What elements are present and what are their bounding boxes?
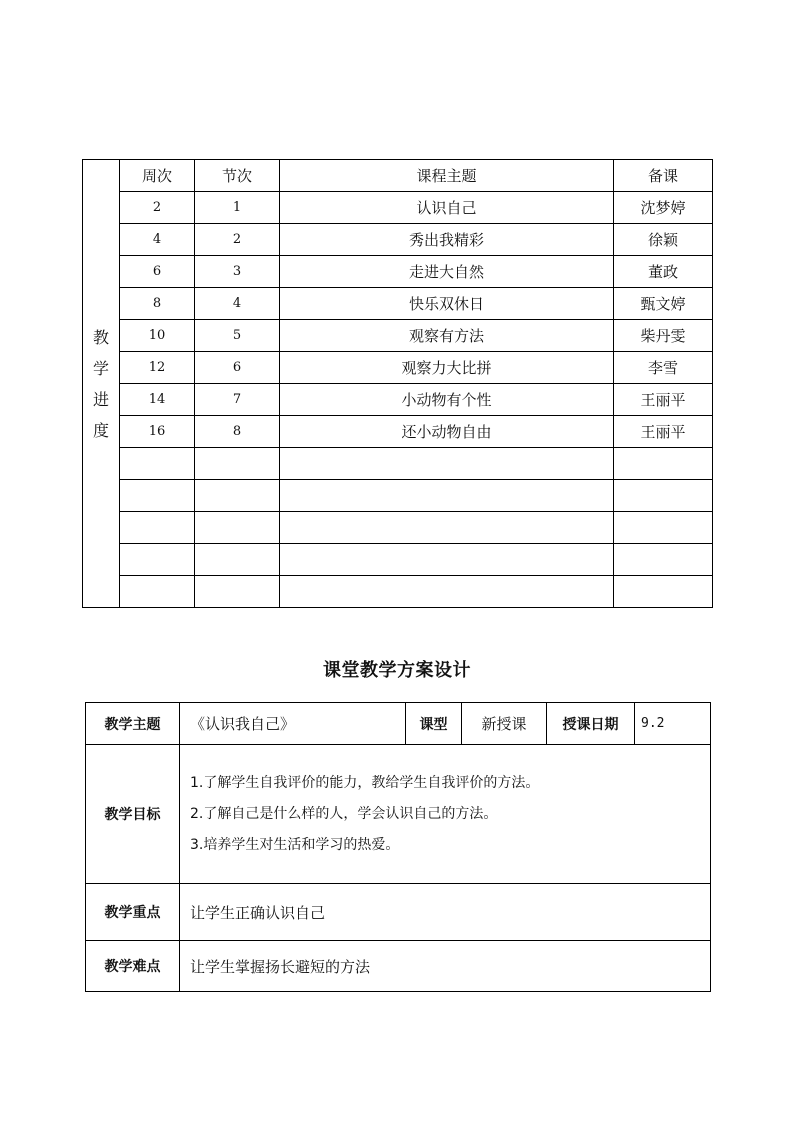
design-title: 课堂教学方案设计 <box>323 660 471 681</box>
schedule-cell-week: 6 <box>120 256 195 288</box>
schedule-cell-topic: 认识自己 <box>280 192 614 224</box>
schedule-cell-prep <box>614 448 713 480</box>
focus-value: 让学生正确认识自己 <box>180 884 711 941</box>
schedule-cell-week <box>120 480 195 512</box>
schedule-cell-prep <box>614 576 713 608</box>
schedule-cell-week: 14 <box>120 384 195 416</box>
design-difficulty-row <box>86 941 711 992</box>
schedule-cell-topic <box>280 512 614 544</box>
schedule-cell-session: 5 <box>195 320 280 352</box>
schedule-row <box>83 384 713 416</box>
schedule-cell-prep: 王丽平 <box>614 416 713 448</box>
schedule-cell-topic: 秀出我精彩 <box>280 224 614 256</box>
goals-label: 教学目标 <box>86 745 180 884</box>
goal-item: 3.培养学生对生活和学习的热爱。 <box>190 836 400 853</box>
schedule-cell-topic <box>280 480 614 512</box>
schedule-row <box>83 416 713 448</box>
schedule-cell-prep: 王丽平 <box>614 384 713 416</box>
schedule-side-label <box>83 160 120 608</box>
schedule-cell-week <box>120 576 195 608</box>
goal-item: 1.了解学生自我评价的能力，教给学生自我评价的方法。 <box>190 774 540 791</box>
schedule-cell-session <box>195 576 280 608</box>
focus-label: 教学重点 <box>86 884 180 941</box>
goals-content <box>180 745 711 884</box>
schedule-cell-week: 4 <box>120 224 195 256</box>
schedule-row <box>83 320 713 352</box>
schedule-cell-session: 7 <box>195 384 280 416</box>
schedule-cell-topic: 观察有方法 <box>280 320 614 352</box>
schedule-cell-week: 10 <box>120 320 195 352</box>
date-value: 9.2 <box>635 703 711 745</box>
schedule-cell-prep: 柴丹雯 <box>614 320 713 352</box>
side-label-char: 度 <box>92 420 109 440</box>
difficulty-label: 教学难点 <box>86 941 180 992</box>
schedule-row <box>83 192 713 224</box>
schedule-row <box>83 224 713 256</box>
schedule-cell-week: 12 <box>120 352 195 384</box>
header-topic: 课程主题 <box>280 160 614 192</box>
schedule-cell-topic: 走进大自然 <box>280 256 614 288</box>
schedule-empty-row <box>83 512 713 544</box>
schedule-cell-prep <box>614 512 713 544</box>
design-goals-row <box>86 745 711 884</box>
type-label: 课型 <box>406 703 462 745</box>
teaching-schedule-table <box>82 159 713 608</box>
side-label-char: 进 <box>92 389 109 409</box>
schedule-cell-session: 2 <box>195 224 280 256</box>
header-prep: 备课 <box>614 160 713 192</box>
schedule-cell-week: 16 <box>120 416 195 448</box>
schedule-empty-row <box>83 480 713 512</box>
difficulty-value: 让学生掌握扬长避短的方法 <box>180 941 711 992</box>
schedule-cell-session: 3 <box>195 256 280 288</box>
header-week: 周次 <box>120 160 195 192</box>
schedule-empty-row <box>83 576 713 608</box>
schedule-cell-topic <box>280 448 614 480</box>
schedule-empty-row <box>83 448 713 480</box>
date-label: 授课日期 <box>547 703 635 745</box>
schedule-cell-topic: 小动物有个性 <box>280 384 614 416</box>
schedule-cell-prep: 徐颖 <box>614 224 713 256</box>
goal-item: 2.了解自己是什么样的人，学会认识自己的方法。 <box>190 805 498 822</box>
schedule-cell-session: 4 <box>195 288 280 320</box>
type-value: 新授课 <box>462 703 547 745</box>
schedule-cell-topic <box>280 576 614 608</box>
schedule-cell-week: 2 <box>120 192 195 224</box>
design-topic-row <box>86 703 711 745</box>
topic-value: 《认识我自己》 <box>180 703 406 745</box>
schedule-cell-prep: 沈梦婷 <box>614 192 713 224</box>
schedule-cell-prep: 甄文婷 <box>614 288 713 320</box>
schedule-cell-session: 1 <box>195 192 280 224</box>
schedule-cell-week <box>120 512 195 544</box>
schedule-cell-week <box>120 544 195 576</box>
schedule-cell-topic: 观察力大比拼 <box>280 352 614 384</box>
schedule-cell-week <box>120 448 195 480</box>
schedule-empty-row <box>83 544 713 576</box>
schedule-cell-session: 6 <box>195 352 280 384</box>
schedule-cell-session <box>195 544 280 576</box>
schedule-cell-prep: 董政 <box>614 256 713 288</box>
topic-label: 教学主题 <box>86 703 180 745</box>
side-label-char: 教 <box>92 327 109 347</box>
lesson-design-table <box>85 702 711 992</box>
schedule-cell-topic: 还小动物自由 <box>280 416 614 448</box>
side-label-char: 学 <box>92 358 109 378</box>
schedule-header-row <box>83 160 713 192</box>
schedule-cell-topic: 快乐双休日 <box>280 288 614 320</box>
design-focus-row <box>86 884 711 941</box>
schedule-row <box>83 352 713 384</box>
schedule-cell-prep <box>614 544 713 576</box>
schedule-cell-session <box>195 480 280 512</box>
schedule-cell-prep <box>614 480 713 512</box>
header-session: 节次 <box>195 160 280 192</box>
schedule-cell-session: 8 <box>195 416 280 448</box>
schedule-row <box>83 256 713 288</box>
schedule-row <box>83 288 713 320</box>
schedule-cell-prep: 李雪 <box>614 352 713 384</box>
schedule-cell-topic <box>280 544 614 576</box>
schedule-cell-session <box>195 512 280 544</box>
schedule-cell-session <box>195 448 280 480</box>
schedule-cell-week: 8 <box>120 288 195 320</box>
